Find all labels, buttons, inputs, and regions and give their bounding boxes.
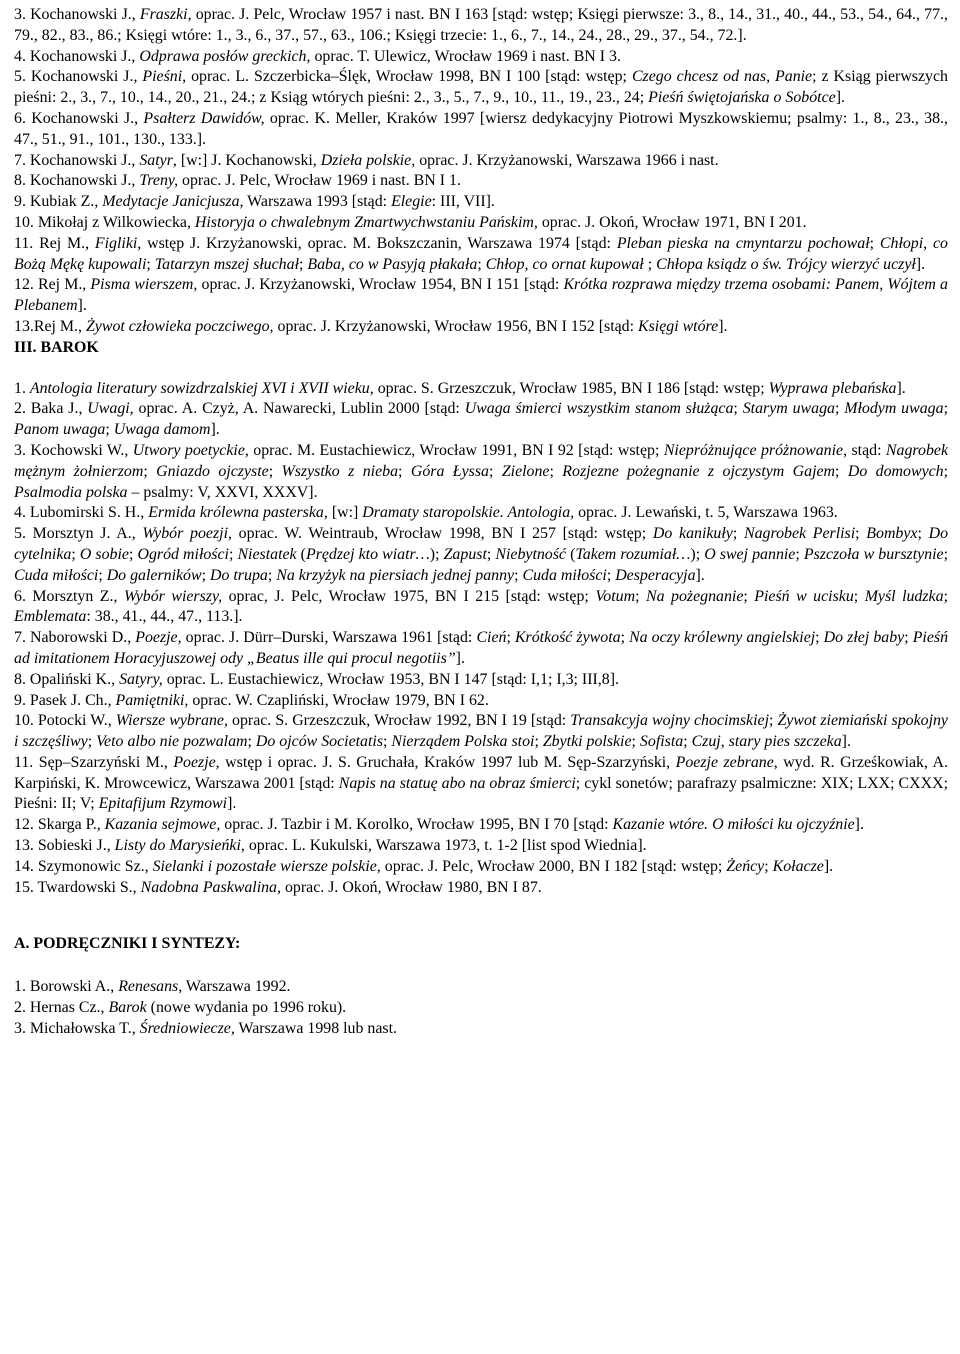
entry-title-italic: Transakcyja wojny chocimskiej [570,712,769,730]
entry-text: ; [514,566,523,584]
entry-title-italic: Myśl ludzka [864,587,944,605]
bibliography-entry [14,503,948,524]
bibliography-entry [14,1019,948,1040]
entry-title-italic: Odprawa posłów greckich, [139,47,311,65]
entry-text: ; [87,733,97,751]
entry-title-italic: Żywot człowieka poczciwego, [85,317,274,335]
entry-text: ; [943,400,948,418]
entry-title-italic: Psałterz Dawidów, [143,109,265,127]
entry-text: ; [71,545,80,563]
entry-title-italic: Pamiętniki, [115,691,189,709]
entry-title-italic: Poezje, [173,753,220,771]
entry-text: 11. Sęp–Szarzyński M., [14,753,174,771]
entry-text: , wyd. R. Grześkowiak, A. Karpiński, K. Mrowcewicz, Warszawa 2001 [stąd: [14,753,949,792]
entry-title-italic: Takem rozumiał… [575,545,691,563]
entry-text: ( [565,545,576,563]
entry-title-italic: Cuda miłości [522,566,607,584]
entry-text: ; [489,462,502,480]
entry-list [14,379,948,899]
entry-text: oprac. S. Grzeszczuk, Wrocław 1992, BN I 19 [stąd: [227,712,571,730]
entry-text: ]. [77,297,87,315]
entry-text: ; [869,234,880,252]
bibliography-entry [14,67,948,109]
entry-title-italic: Zbytki polskie [542,733,632,751]
entry-text: 3. Kochowski W., [14,441,133,459]
entry-text: ; [943,587,948,605]
bibliography-entry [14,399,948,441]
entry-title-italic: Na krzyżyk na piersiach jednej panny [276,566,515,584]
entry-text: ; [477,255,486,273]
entry-text: ; [534,733,543,751]
entry-title-italic: Krótka rozprawa między trzema osobami: Panem, Wójtem a Plebanem [14,276,948,315]
entry-title-italic: Psalmodia polska [14,483,128,501]
entry-text: oprac. J. Dürr–Durski, Warszawa 1961 [stąd: [181,629,477,647]
entry-title-italic: Desperacyja [615,566,696,584]
entry-text: ]. [896,379,906,397]
entry-text: 2. Baka J., [14,400,88,418]
entry-title-italic: Veto albo nie pozwalam [96,733,248,751]
entry-text: 1. Borowski A., [14,978,119,996]
section-renesans-continued [14,5,948,338]
entry-text: ; [683,733,692,751]
entry-text: ]. [227,795,237,813]
entry-title-italic: Uwaga śmierci wszystkim stanom służąca [464,400,734,418]
entry-title-italic: Ermida królewna pasterska, [148,504,328,522]
entry-title-italic: Ogród miłości [137,545,229,563]
entry-title-italic: Pszczoła w bursztynie [803,545,944,563]
entry-title-italic: Barok [108,999,147,1017]
entry-text: 7. Naborowski D., [14,629,136,647]
entry-text: : III, VII]. [431,193,495,211]
entry-text: 7. Kochanowski J., [14,151,140,169]
entry-text: wstęp J. Krzyżanowski, oprac. M. Bokszczanin, Warszawa 1974 [stąd: [141,234,617,252]
entry-text: ; [943,462,949,480]
entry-text: ; [201,566,210,584]
entry-text: oprac. W. Weintraub, Wrocław 1998, BN I 257 [stąd: wstęp; [231,525,653,543]
entry-text: 9. Kubiak Z., [14,193,103,211]
entry-text: ; [606,566,616,584]
bibliography-entry [14,317,948,338]
bibliography-entry [14,753,948,815]
entry-text: , [w:] J. Kochanowski, [172,151,321,169]
entry-text: 14. Szymonowic Sz., [14,857,153,875]
entry-title-italic: Nagrobek Perlisi [743,525,856,543]
entry-text: ; [834,400,845,418]
section-heading-barok: III. BAROK [14,338,99,356]
bibliography-entry [14,691,948,712]
bibliography-entry [14,5,948,47]
entry-text: oprac. A. Czyż, A. Nawarecki, Lublin 2000 [stąd: [133,400,465,418]
entry-text: , stąd: [843,441,886,459]
entry-text: 5. Kochanowski J., [14,68,143,86]
entry-title-italic: Epitafijum Rzymowi [98,795,228,813]
entry-text: oprac, J. Pelc, Wrocław 1975, BN I 215 [stąd: wstęp; [222,587,596,605]
entry-text: 1. [14,379,30,397]
bibliography-entry [14,47,948,68]
entry-text: oprac. L. Eustachiewicz, Wrocław 1953, BN I 147 [stąd: I,1; I,3; III,8]. [162,670,619,688]
entry-text: – psalmy: V, XXVI, XXXV]. [127,483,318,501]
entry-text: oprac. J. Krzyżanowski, Wrocław 1954, BN I 151 [stąd: [197,276,564,294]
entry-title-italic: Do galerników [106,566,202,584]
entry-title-italic: Pieśni, [142,68,187,86]
entry-title-italic: Księgi wtóre [638,317,719,335]
entry-title-italic: Satyry, [119,670,163,688]
entry-text: 4. Lubomirski S. H., [14,504,149,522]
entry-text: ; [917,525,929,543]
bibliography-entry [14,711,948,753]
entry-text: ); [429,545,444,563]
entry-title-italic: Satyr [139,151,173,169]
entry-text: oprac. J. Okoń, Wrocław 1980, BN I 87. [280,878,542,896]
entry-text: ]. [718,317,728,335]
entry-text: oprac. J. Pelc, Wrocław 1957 i nast. BN I 163 [stąd: wstęp; Księgi pierwsze: 3., 8., 14., 31., 40., 44., 53., 54., 64., 77., 79., 82., 83., 86.; Księgi wtóre: 1., 3., 6., 37., 57., 63., 106.; Księgi trzecie: 1., 6., 7., 14., 24., 28., 29., 37., 54., 72.]. [14,6,948,44]
entry-title-italic: Wyprawa plebańska [768,379,897,397]
entry-title-italic: Renesans [118,978,179,996]
entry-text: oprac. W. Czapliński, Wrocław 1979, BN I 62. [188,691,489,709]
entry-text: oprac. J. Tazbir i M. Korolko, Wrocław 1995, BN I 70 [stąd: [220,816,613,834]
entry-title-italic: Wiersze wybrane, [115,712,228,730]
entry-title-italic: Nierządem Polska stoi [391,733,535,751]
bibliography-entry [14,670,948,691]
bibliography-entry [14,151,948,172]
entry-title-italic: Panom uwaga [14,421,106,439]
entry-text: 13. Sobieski J., [14,837,115,855]
entry-text: ; z Ksiąg pierwszych pieśni: 2., 3., 7., 10., 14., 20., 21., 24.; z Ksiąg wtórych pieśni: 2., 3., 5., 7., 9., 10., 11., 19., 23., 24; [14,68,948,107]
bibliography-entry [14,857,948,878]
entry-text: ]. [854,816,864,834]
entry-title-italic: Czego chcesz od nas, Panie [631,68,813,86]
entry-title-italic: Baba, co w Pasyją płakała [307,255,478,273]
entry-title-italic: Prędzej kto wiatr… [305,545,430,563]
bibliography-entry [14,815,948,836]
entry-text: oprac. M. Eustachiewicz, Wrocław 1991, BN I 92 [stąd: wstęp; [248,441,664,459]
bibliography-entry [14,998,948,1019]
entry-title-italic: Średniowiecze, [139,1019,235,1037]
entry-text: ]. [835,89,845,107]
entry-title-italic: Kazania sejmowe, [104,816,221,834]
entry-title-italic: Góra Łyssa [410,462,489,480]
entry-title-italic: O sobie [79,545,129,563]
entry-title-italic: Sielanki i pozostałe wiersze polskie, [152,857,381,875]
bibliography-entry [14,628,948,670]
entry-title-italic: Do złej baby [823,629,905,647]
entry-text: ; [815,629,824,647]
entry-title-italic: Krótkość żywota [514,629,621,647]
entry-title-italic: Poezje, [135,629,182,647]
entry-text: ; [855,525,867,543]
entry-title-italic: Poezje zebrane [675,753,774,771]
entry-title-italic: Pisma wierszem, [90,276,198,294]
entry-text: 9. Pasek J. Ch., [14,691,116,709]
entry-title-italic: Pieśń ad imitationem Horacyjuszowej ody „Beatus ille qui procul negotiis” [14,629,949,667]
entry-text: oprac. L. Kukulski, Warszawa 1973, t. 1-2 [list spod Wiednia]. [244,837,647,855]
entry-title-italic: Na pożegnanie [645,587,744,605]
bibliography-entry [14,587,948,629]
entry-text: ; [643,255,657,273]
entry-text: 8. Kochanowski J., [14,172,140,190]
entry-title-italic: Niestatek [237,545,297,563]
entry-title-italic: Młodym uwaga [844,400,944,418]
entry-text: wstęp i oprac. J. S. Gruchała, Kraków 1997 lub M. Sęp-Szarzyński, [219,753,676,771]
section-podreczniki [14,934,948,1039]
entry-title-italic: Starym uwaga [742,400,835,418]
entry-text: ; [383,733,392,751]
bibliography-entry [14,171,948,192]
entry-text: Warszawa 1998 lub nast. [234,1019,397,1037]
bibliography-entry [14,878,948,899]
entry-title-italic: Cuda miłości [14,566,99,584]
entry-title-italic: Dramaty staropolskie. Antologia, [362,504,575,522]
entry-title-italic: Medytacje Janicjusza, [102,193,244,211]
entry-text: ; [143,462,157,480]
entry-text: ]. [210,421,220,439]
entry-title-italic: Chłop, co ornat kupował [485,255,644,273]
entry-title-italic: Żywot ziemiański spokojny i szczęśliwy [14,712,948,751]
entry-title-italic: Cień [476,629,507,647]
bibliography-entry [14,192,948,213]
entry-text: ]. [455,649,465,667]
entry-text: 12. Skarga P., [14,816,105,834]
entry-title-italic: Chłopi, co Bożą Mękę kupowali [14,234,948,273]
entry-text: ; [98,566,107,584]
entry-title-italic: Do kanikuły [652,525,733,543]
entry-text: ]. [915,255,926,273]
entry-text: 6. Morsztyn Z., [14,587,124,605]
entry-title-italic: Kołacze [772,857,824,875]
entry-title-italic: O swej pannie [704,545,796,563]
entry-title-italic: Napis na statuę abo na obraz śmierci [338,774,576,792]
entry-text: ; [228,545,238,563]
entry-title-italic: Elegie [391,193,432,211]
entry-text: 3. Michałowska T., [14,1019,140,1037]
entry-text: ; [943,545,949,563]
entry-list [14,977,948,1039]
bibliography-entry [14,109,948,151]
section-barok [14,338,948,899]
entry-title-italic: Pleban pieska na cmyntarzu pochował [616,234,870,252]
entry-text: ; [769,712,778,730]
entry-text: ); [690,545,705,563]
entry-text: ( [296,545,306,563]
entry-text: 13.Rej M., [14,317,86,335]
entry-title-italic: Nagrobek mężnym żołnierzom [14,441,949,480]
entry-title-italic: Emblemata [14,608,87,626]
entry-text: ; [398,462,411,480]
entry-text: ; [835,462,848,480]
entry-text: 2. Hernas Cz., [14,999,109,1017]
entry-text: oprac. L. Szczerbicka–Ślęk, Wrocław 1998, BN I 100 [stąd: wstęp; [186,68,632,86]
entry-text: ; [853,587,865,605]
entry-text: oprac. J. Lewański, t. 5, Warszawa 1963. [574,504,838,522]
entry-text: ; [620,629,630,647]
entry-text: oprac. K. Meller, Kraków 1997 [wiersz dedykacyjny Piotrowi Myszkowskiemu; psalmy: 1., 8., 23., 38., 47., 51., 91., 101., 130., 133.]. [14,109,948,148]
entry-text: oprac. J. Pelc, Wrocław 1969 i nast. BN I 1. [178,172,461,190]
entry-text: : 38., 41., 44., 47., 113.]. [86,608,243,626]
entry-text: oprac. J. Pelc, Wrocław 2000, BN I 182 [stąd: wstęp; [380,857,727,875]
entry-title-italic: Niebytność [495,545,566,563]
entry-title-italic: Niepróżnujące próżnowanie [663,441,844,459]
entry-title-italic: Treny, [139,172,179,190]
entry-text: Warszawa 1993 [stąd: [243,193,392,211]
entry-title-italic: Bombyx [866,525,918,543]
section-heading-podreczniki: A. PODRĘCZNIKI I SYNTEZY: [14,935,241,953]
entry-title-italic: Nadobna Paskwalina, [140,878,281,896]
entry-title-italic: Wszystko z nieba [281,462,399,480]
entry-text: ]. [695,566,705,584]
entry-list [14,5,948,338]
entry-text: ; [247,733,256,751]
entry-text: ; [486,545,496,563]
entry-text: ; [267,566,277,584]
entry-title-italic: Uwagi, [87,400,134,418]
entry-title-italic: Do ojców Societatis [255,733,384,751]
entry-title-italic: Dzieła polskie, [320,151,416,169]
entry-title-italic: Figliki, [94,234,142,252]
bibliography-entry [14,441,948,503]
entry-text: oprac. S. Grzeszczuk, Wrocław 1985, BN I 186 [stąd: wstęp; [373,379,769,397]
entry-text: 8. Opaliński K., [14,670,120,688]
bibliography-entry [14,275,948,317]
entry-text: (nowe wydania po 1996 roku). [146,999,347,1017]
bibliography-entry [14,836,948,857]
entry-text: ; [743,587,755,605]
entry-text: ; [146,255,155,273]
entry-title-italic: Wybór poezji, [142,525,232,543]
entry-text: ; [795,545,804,563]
entry-text: ]. [823,857,834,875]
entry-title-italic: Listy do Marysieńki, [114,837,245,855]
entry-title-italic: Pieśń świętojańska o Sobótce [648,89,836,107]
entry-text: ; [733,400,743,418]
entry-text: ; [631,733,640,751]
entry-text: 5. Morsztyn J. A., [14,525,143,543]
entry-text: oprac. J. Krzyżanowski, Wrocław 1956, BN I 152 [stąd: [273,317,638,335]
bibliography-entry [14,379,948,400]
entry-title-italic: Do cytelnika [14,525,949,563]
entry-title-italic: Uwaga damom [113,421,211,439]
entry-title-italic: Wybór wierszy, [123,587,223,605]
entry-text: 11. Rej M., [14,234,95,252]
entry-text: oprac. J. Okoń, Wrocław 1971, BN I 201. [537,213,807,231]
entry-title-italic: Utwory poetyckie, [132,441,249,459]
entry-text: ; [105,421,114,439]
entry-text: 3. Kochanowski J., [14,6,140,23]
entry-text: ; [764,857,773,875]
entry-title-italic: Historyja o chwalebnym Zmartwychwstaniu Pańskim, [194,213,538,231]
entry-title-italic: Chłopa ksiądz o św. Trójcy wierzyć uczył [656,255,916,273]
entry-title-italic: Fraszki, [139,6,192,23]
entry-title-italic: Zapust [443,545,487,563]
entry-text: ; [904,629,913,647]
entry-text: ; [268,462,282,480]
entry-text: ; [732,525,744,543]
entry-text: ]. [841,733,851,751]
entry-title-italic: Żeńcy [726,857,765,875]
entry-text: ; [128,545,138,563]
entry-title-italic: Sofista [639,733,684,751]
entry-text: , Warszawa 1992. [178,978,291,996]
entry-title-italic: Votum [595,587,636,605]
entry-title-italic: Do domowych [847,462,944,480]
entry-title-italic: Gniazdo ojczyste [156,462,269,480]
entry-title-italic: Zielone [501,462,550,480]
entry-text: [w:] [327,504,363,522]
entry-text: ; [299,255,308,273]
entry-text: 12. Rej M., [14,276,91,294]
entry-text: ; cykl sonetów; parafrazy psalmiczne: XIX; LXX; CXXX; Pieśni: II; V; [14,774,949,813]
entry-text: oprac. J. Krzyżanowski, Warszawa 1966 i nast. [415,151,719,169]
bibliography-entry [14,234,948,276]
entry-title-italic: Pieśń w ucisku [754,587,854,605]
entry-title-italic: Czuj, stary pies szczeka [691,733,842,751]
bibliography-entry [14,977,948,998]
entry-text: ; [506,629,515,647]
bibliography-entry [14,213,948,234]
entry-text: 15. Twardowski S., [14,878,141,896]
entry-text: oprac. T. Ulewicz, Wrocław 1969 i nast. BN I 3. [310,47,621,65]
entry-title-italic: Rozjezne pożegnanie z ojczystym Gajem [562,462,836,480]
entry-text: ; [549,462,563,480]
entry-text: 4. Kochanowski J., [14,47,140,65]
entry-text: 10. Potocki W., [14,712,116,730]
entry-text: 10. Mikołaj z Wilkowiecka, [14,213,195,231]
entry-title-italic: Antologia literatury sowizdrzalskiej XVI i XVII wieku, [29,379,374,397]
entry-title-italic: Tatarzyn mszej słuchał [154,255,299,273]
entry-title-italic: Na oczy królewny angielskiej [629,629,816,647]
entry-title-italic: Do trupa [210,566,268,584]
entry-text: 6. Kochanowski J., [14,109,144,127]
bibliography-entry [14,524,948,586]
entry-title-italic: Kazanie wtóre. O miłości ku ojczyźnie [612,816,855,834]
entry-text: ; [635,587,646,605]
